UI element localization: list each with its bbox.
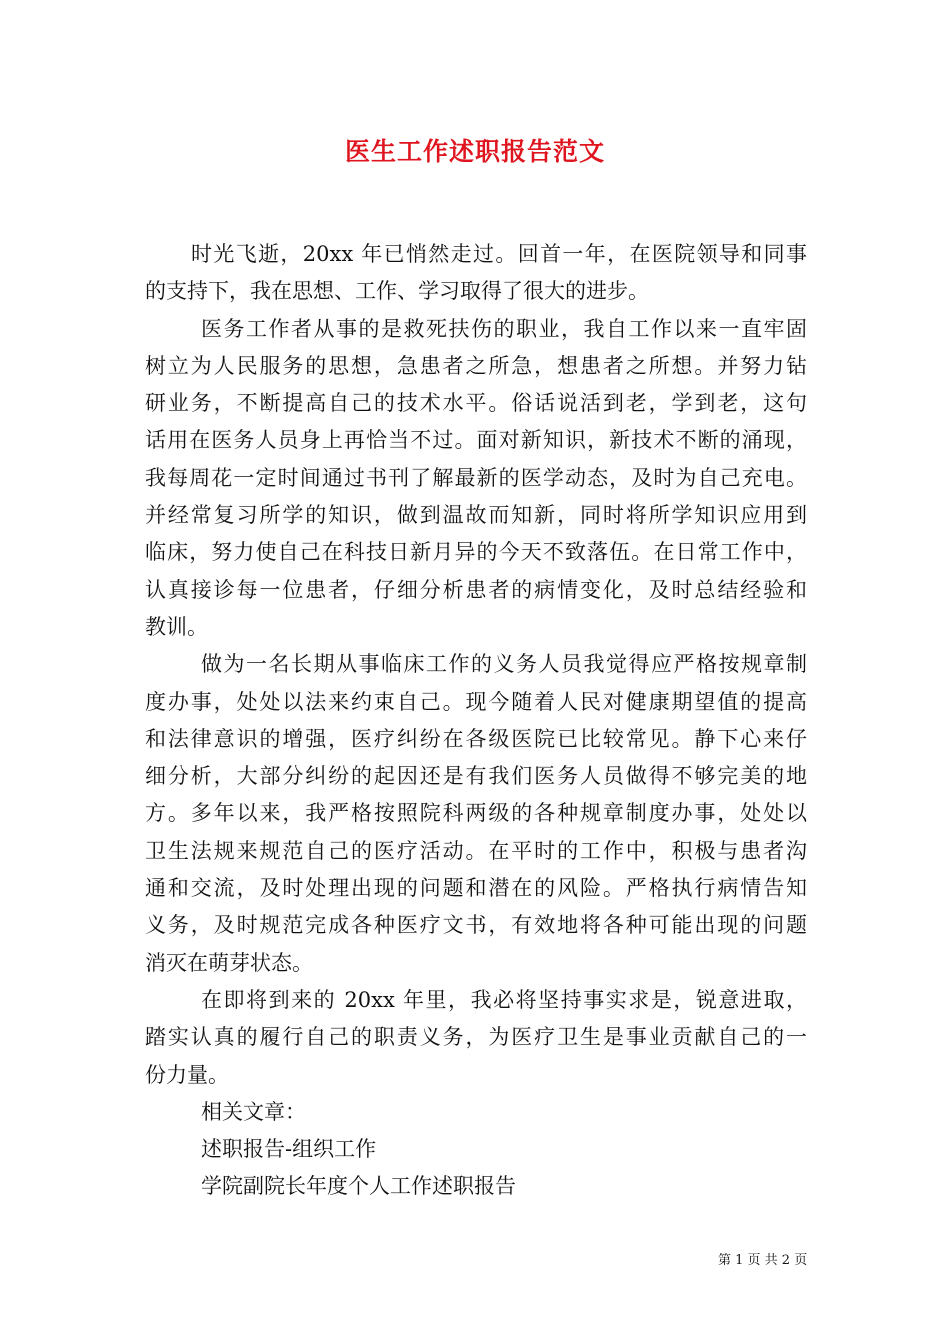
- document-body: [145, 236, 807, 1206]
- paragraph-line: 度办事，处处以法来约束自己。现今随着人民对健康期望值的提高: [145, 689, 807, 714]
- paragraph-line: 做为一名长期从事临床工作的义务人员我觉得应严格按规章制: [201, 652, 807, 677]
- paragraph-line: 临床，努力使自己在科技日新月异的今天不致落伍。在日常工作中，: [145, 540, 807, 565]
- paragraph-line: 话用在医务人员身上再恰当不过。面对新知识，新技术不断的涌现，: [145, 428, 807, 453]
- paragraph-line: 的支持下，我在思想、工作、学习取得了很大的进步。: [145, 279, 649, 304]
- paragraph-line: 认真接诊每一位患者，仔细分析患者的病情变化，及时总结经验和: [145, 577, 807, 602]
- paragraph: [145, 311, 807, 647]
- paragraph: [145, 236, 807, 311]
- paragraph-line: 时光飞逝，20xx 年已悄然走过。回首一年，在医院领导和同事: [191, 242, 807, 266]
- document-title: 医生工作述职报告范文: [344, 137, 605, 166]
- paragraph-line: 在即将到来的 20xx 年里，我必将坚持事实求是，锐意进取，: [201, 987, 807, 1012]
- paragraph-line: 研业务，不断提高自己的技术水平。俗话说活到老，学到老，这句: [145, 391, 807, 416]
- paragraph-line: 消灭在萌芽状态。: [145, 950, 313, 975]
- paragraph-line: 义务，及时规范完成各种医疗文书，有效地将各种可能出现的问题: [145, 913, 807, 938]
- related-article-link[interactable]: 学院副院长年度个人工作述职报告: [201, 1174, 516, 1199]
- paragraph-line: 踏实认真的履行自己的职责义务，为医疗卫生是事业贡献自己的一: [145, 1025, 807, 1050]
- paragraph-line: 树立为人民服务的思想，急患者之所急，想患者之所想。并努力钻: [145, 353, 807, 378]
- paragraph-line: 教训。: [145, 614, 208, 639]
- paragraph: [145, 646, 807, 982]
- paragraph-line: 通和交流，及时处理出现的问题和潜在的风险。严格执行病情告知: [145, 876, 807, 901]
- related-article-link[interactable]: 述职报告-组织工作: [201, 1137, 377, 1162]
- related-articles-heading: 相关文章：: [201, 1099, 306, 1124]
- paragraph-line: 我每周花一定时间通过书刊了解最新的医学动态，及时为自己充电。: [145, 465, 807, 490]
- paragraph-line: 方。多年以来，我严格按照院科两级的各种规章制度办事，处处以: [145, 801, 807, 826]
- paragraph-line: 卫生法规来规范自己的医疗活动。在平时的工作中，积极与患者沟: [145, 838, 807, 863]
- paragraph-line: 份力量。: [145, 1062, 229, 1087]
- paragraph-line: 并经常复习所学的知识，做到温故而知新，同时将所学知识应用到: [145, 503, 807, 528]
- paragraph-line: 细分析，大部分纠纷的起因还是有我们医务人员做得不够完美的地: [145, 764, 807, 789]
- paragraph-line: 和法律意识的增强，医疗纠纷在各级医院已比较常见。静下心来仔: [145, 726, 807, 751]
- page-number: 第 1 页 共 2 页: [718, 1253, 808, 1268]
- paragraph-line: 医务工作者从事的是救死扶伤的职业，我自工作以来一直牢固: [201, 316, 807, 341]
- paragraph: [145, 982, 807, 1094]
